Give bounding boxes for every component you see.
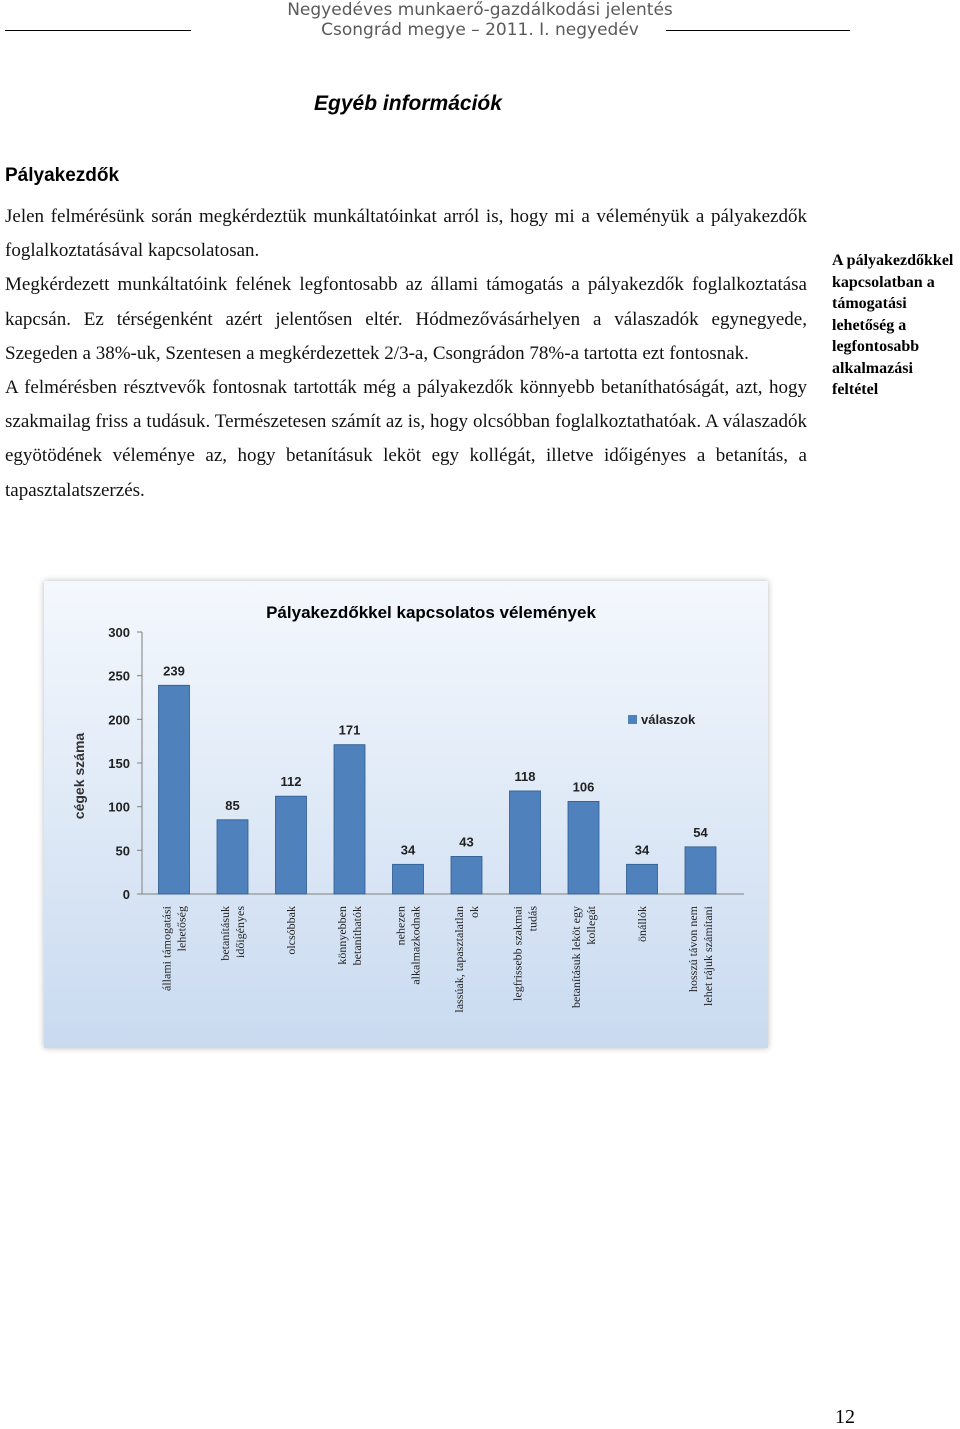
bar	[334, 745, 365, 894]
x-tick-label	[452, 906, 481, 1013]
x-tick-label-line: időigényes	[233, 906, 247, 958]
legend-swatch	[628, 715, 637, 724]
x-tick-label-line: nehezen	[393, 906, 408, 946]
x-tick-label	[335, 906, 364, 965]
x-tick-label-line: betanításuk leköt egy	[569, 906, 583, 1008]
x-tick-label	[511, 905, 540, 1001]
bar	[217, 820, 248, 894]
report-header-subtitle: Csongrád megye – 2011. I. negyedév	[321, 20, 639, 40]
x-tick-label-line: önállók	[635, 906, 649, 942]
x-tick-label-line: ok	[467, 906, 481, 918]
x-tick-label-line: betanításuk	[218, 906, 232, 961]
bar	[685, 847, 716, 894]
y-tick-label: 300	[108, 625, 130, 640]
x-tick-label-line: legfrissebb szakmai	[510, 906, 525, 1001]
paragraph-1: Jelen felmérésünk során megkérdeztük munkáltatóinkat arról is, hogy mi a véleményük a pályakezdők foglalkoztatásával kapcsolatosan.	[5, 206, 807, 262]
y-tick-label: 100	[108, 799, 130, 815]
x-tick-label	[686, 905, 715, 1006]
x-tick-label-line: kollegát	[584, 906, 598, 945]
bar	[510, 791, 541, 894]
y-tick-label: 150	[108, 756, 130, 771]
x-tick-label-line: állami támogatási	[159, 906, 174, 991]
header-rule-right	[666, 30, 850, 31]
y-tick-label: 0	[122, 887, 130, 902]
data-label: 118	[514, 768, 536, 784]
bar	[276, 796, 307, 894]
y-tick-label: 250	[108, 668, 130, 684]
data-label: 239	[163, 663, 185, 679]
y-axis-label: cégek száma	[71, 732, 87, 820]
chart-legend	[628, 712, 696, 727]
margin-note: A pályakezdőkkel kapcsolatban a támogatási lehetőség a legfontosabb alkalmazási feltétel	[832, 252, 954, 398]
header-rule-left	[5, 30, 191, 31]
page-number: 12	[835, 1406, 855, 1428]
bar	[393, 864, 424, 894]
legend-label: válaszok	[641, 712, 696, 727]
data-label: 34	[634, 842, 650, 858]
x-tick-label-line: betaníthatók	[350, 906, 364, 966]
chart-canvas	[44, 581, 768, 1048]
bar	[451, 856, 482, 894]
subheading: Pályakezdők	[5, 165, 120, 186]
report-header-title: Negyedéves munkaerő-gazdálkodási jelentés	[287, 0, 673, 20]
chart-title: Pályakezdőkkel kapcsolatos vélemények	[266, 603, 596, 622]
bar	[159, 685, 190, 894]
x-tick-label	[160, 905, 189, 991]
x-tick-label	[394, 906, 423, 985]
x-tick-label-line: lehetőség	[174, 906, 189, 952]
x-tick-label	[635, 906, 649, 942]
opinions-chart	[44, 581, 768, 1048]
x-tick-label-line: lassúak, tapasztalatlan	[452, 906, 466, 1013]
y-tick-label: 200	[108, 712, 130, 728]
data-label: 171	[338, 722, 361, 738]
x-tick-label	[218, 906, 247, 961]
x-tick-label	[569, 905, 598, 1008]
paragraph-3: A felmérésben résztvevők fontosnak tartották még a pályakezdők könnyebb betaníthatóságát, azt, hogy szakmailag friss a tudásuk. Természetesen számít az is, hogy olcsóbban foglalkoztathatóak. A válaszadók egyötödének véleménye az, hogy betanításuk leköt egy kollégát, illetve időigényes a betanítás, a tapasztalatszerzés.	[5, 377, 807, 501]
data-label: 112	[280, 774, 302, 790]
y-tick-label: 50	[115, 843, 130, 859]
paragraph-2: Megkérdezett munkáltatóink felének legfontosabb az állami támogatás a pályakezdők foglalkoztatása kapcsán. Ez térségenként azért jelentősen eltér. Hódmezővásárhelyen a válaszadók egynegyede, Szegeden a 38%-uk, Szentesen a megkérdezettek 2/3-a, Csongrádon 78%-a tartotta ezt fontosnak.	[5, 274, 807, 364]
data-label: 34	[400, 842, 416, 858]
data-label: 54	[693, 824, 708, 840]
x-tick-label-line: alkalmazkodnak	[408, 906, 423, 985]
data-label: 85	[225, 797, 240, 813]
report-header	[0, 0, 960, 40]
data-label: 106	[572, 779, 595, 795]
x-tick-label-line: lehet rájuk számítani	[701, 906, 715, 1006]
section-title: Egyéb információk	[314, 92, 502, 115]
x-tick-label-line: hosszú távon nem	[686, 906, 700, 992]
x-tick-label-line: könnyebben	[335, 906, 349, 965]
x-tick-label-line: tudás	[525, 906, 540, 932]
body-text	[5, 200, 807, 508]
x-tick-label-line: olcsóbbak	[284, 906, 298, 955]
data-label: 43	[459, 834, 474, 850]
x-tick-label	[284, 906, 298, 955]
bar	[568, 801, 599, 894]
bar	[627, 864, 658, 894]
